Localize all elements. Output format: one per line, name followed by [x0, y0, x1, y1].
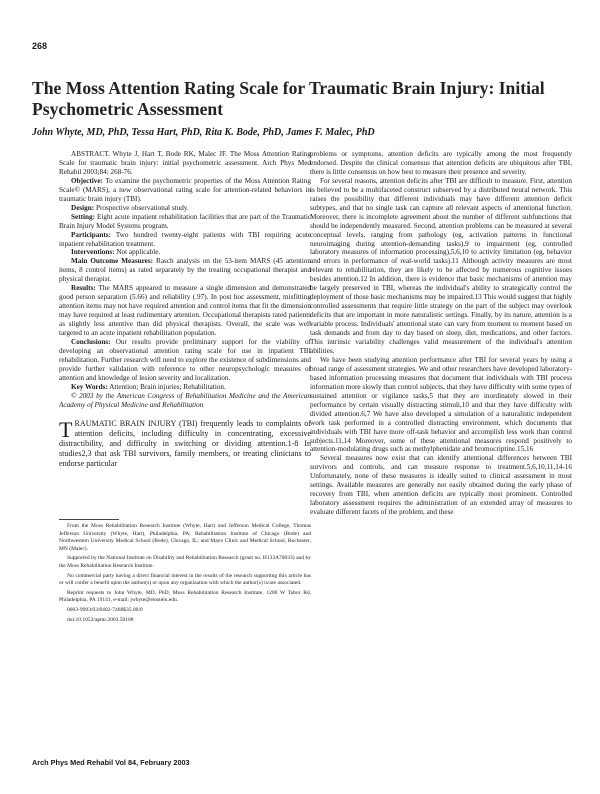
abstract-column — [59, 150, 311, 470]
abstract-conclusions: Conclusions: Our results provide preliminary support for the viability of developing an observational attention rating scale for use in inpatient TBI rehabilitation. Further research will need to explore the existence of subdimensions and provide further validation with reference to other neuropsychologic measures of attention and knowledge of lesion severity and localization. — [59, 338, 311, 382]
journal-footer: Arch Phys Med Rehabil Vol 84, February 2003 — [32, 758, 190, 767]
footnote-conflict: No commercial party having a direct financial interest in the results of the research supporting this article has or will confer a benefit upon the author(s) or upon any organization with which the author(s) is/are associated. — [59, 572, 311, 587]
abstract-outcome-measures: Main Outcome Measures: Rasch analysis on the 53-item MARS (45 attention items, 8 control items) as rated separately by the treating occupational therapist and physical therapist. — [59, 257, 311, 284]
article-title: The Moss Attention Rating Scale for Traumatic Brain Injury: Initial Psychometric Assessment — [32, 78, 545, 119]
intro-text: frequently leads to complaints of attention deficits, including difficulty in concentrating, excessive distractibility, and difficulty in switching or dividing attention.1-8 In studies2,3 that ask TBI survivors, family members, or treating clinicians to endorse particular — [59, 418, 311, 469]
page-number: 268 — [32, 41, 48, 51]
body-paragraph: For several reasons, attention deficits after TBI are difficult to measure. First, attention is believed to be a multifaceted construct subserved by a distributed neural network. This raises the possibility that different individuals may have different attention deficit subtypes, and that no single task can capture all relevant aspects of attentional function. Moreover, there is incomplete agreement about the number of different subfunctions that should be independently measured. Second, attention problems can be measured at several conceptual levels, ranging from pathology (eg, activation patterns in functional neuroimaging during attention-demanding tasks),9 to impairment (eg, controlled laboratory measures of information processing),5,6,10 to activity limitation (eg, behavior and errors in performance of real-world tasks).11 Although activity measures are most relevant to rehabilitation, they are likely to be affected by numerous cognitive issues besides attention.12 In addition, there is evidence that basic mechanisms of attention may be largely preserved in TBI, whereas the individual's ability to strategically control the deployment of those basic mechanisms may be impaired.13 This would suggest that highly controlled assessments that require little strategy on the part of the subject may overlook deficits that are important in more naturalistic settings. Finally, by its nature, attention is a variable process. Individuals' attentional state can vary from moment to moment based on task demands and from day to day based on sleep, diet, medications, and other factors. This intrinsic variability challenges valid measurement of the individual's attention abilities. — [310, 176, 572, 355]
abstract-setting: Setting: Eight acute inpatient rehabilitation facilities that are part of the Traumatic Brain Injury Model Systems program. — [59, 212, 312, 230]
footnotes — [59, 523, 311, 626]
footnote-divider — [59, 519, 119, 520]
abstract-design: Design: Prospective observational study. — [71, 203, 189, 212]
intro-lead: RAUMATIC BRAIN INJURY (TBI) — [74, 418, 198, 428]
footnote-affiliations: From the Moss Rehabilitation Research Institute (Whyte, Hart) and Jefferson Medical College, Thomas Jefferson University (Whyte, Hart), Philadelphia, PA; Rehabilitation Institute of Chicago (Bode) and Northwestern University Medical School (Bode), Chicago, IL; and Mayo Clinic and Medical School, Rochester, MN (Malec). — [59, 523, 311, 552]
body-column-right — [310, 150, 572, 517]
abstract-citation: ABSTRACT. Whyte J, Hart T, Bode RK, Malec JF. The Moss Attention Rating Scale for traumatic brain injury: initial psychometric assessment. Arch Phys Med Rehabil 2003;84: 268-76. — [59, 150, 311, 176]
body-paragraph: problems or symptoms, attention deficits are typically among the most frequently endorsed. Despite the clinical consensus that attention deficits are ubiquitous after TBI, there is little consensus on how best to measure their presence and severity. — [310, 150, 572, 176]
copyright-notice: © 2003 by the American Congress of Rehabilitation Medicine and the American Academy of Physical Medicine and Rehabilitation — [59, 391, 311, 409]
body-paragraph: We have been studying attention performance after TBI for several years by using a broad range of assessment strategies. We and other researchers have developed laboratory-based information processing measures that document that individuals with TBI process information more slowly than control subjects, that they have difficulty with some types of sustained attention or vigilance tasks,5 that they are inordinately slowed in their performance by certain visually distracting stimuli,10 and that they have difficulty with divided attention.6,7 We have also developed a simulation of a naturalistic independent work task performed in a controlled distracting environment, which documents that individuals with TBI have more off-task behavior and accomplish less work than control subjects.11,14 Moreover, some of these attentional measures respond positively to attention-modulating drugs such as methylphenidate and bromocriptine.15,16 — [310, 355, 572, 454]
footnote-reprints: Reprint requests to John Whyte, MD, PhD, Moss Rehabilitation Research Institute, 1200 W Tabor Rd, Philadelphia, PA 19141, e-mail: jwhyte@einstein.edu. — [59, 589, 311, 604]
footnote-support: Supported by the National Institute on Disability and Rehabilitation Research (grant no. H133A70033) and by the Moss Rehabilitation Research Institute. — [59, 555, 311, 569]
abstract-objective: Objective: To examine the psychometric properties of the Moss Attention Rating Scale© (MARS), a new observational rating scale for attention-related behaviors in traumatic brain injury (TBI). — [59, 176, 311, 203]
intro-paragraph — [59, 416, 311, 470]
drop-cap: T — [59, 416, 73, 442]
abstract-results: Results: The MARS appeared to measure a single dimension and demonstrated good person separation (5.66) and reliability (.97). In post hoc assessment, misfitting attention items may not have required attention and control items that fit the dimension may have required at least rudimentary attention. Occupational therapists rated patients as slightly less attentive than did physical therapists. Overall, the scale was well targeted to an acute inpatient rehabilitation population. — [59, 284, 311, 338]
body-paragraph: Several measures now exist that can identify attentional differences between TBI survivors and controls, and can measure response to treatment.5,6,10,11,14-16 Unfortunately, none of these measures is ideally suited to clinical assessment in most settings. Available measures are generally not easily obtained during the early phase of recovery from TBI, when attention deficits are typically most prominent. Controlled laboratory assessment requires the administration of an extended array of measures to evaluate different facets of the problem, and these — [310, 454, 572, 517]
author-list: John Whyte, MD, PhD, Tessa Hart, PhD, Rita K. Bode, PhD, James F. Malec, PhD — [32, 127, 375, 138]
footnote-doi: doi:10.1053/apmr.2003.50108 — [67, 616, 134, 623]
abstract-key-words: Key Words: Attention; Brain injuries; Rehabilitation. — [71, 382, 226, 391]
abstract-participants: Participants: Two hundred twenty-eight patients with TBI requiring acute inpatient rehabilitation treatment. — [59, 230, 312, 248]
footnote-issn: 0003-9993/03/8402-7468$35.00/0 — [67, 606, 143, 613]
abstract-interventions: Interventions: Not applicable. — [71, 248, 161, 257]
